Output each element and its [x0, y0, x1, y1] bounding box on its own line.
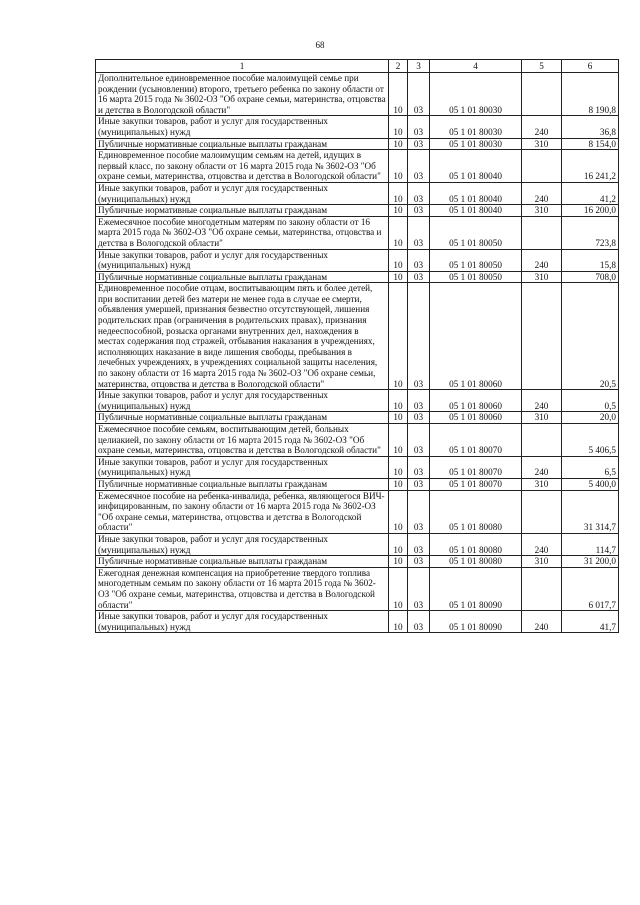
row-expense-type-code: 310	[522, 205, 562, 217]
row-target-item-code: 05 1 01 80040	[430, 205, 522, 217]
row-amount: 16 241,2	[562, 150, 619, 183]
row-description: Дополнительное единовременное пособие малоимущей семье при рождении (усыновлении) второго, третьего ребенка по закону области от 16 марта 2015 года № 3602-ОЗ "Об охране семьи, материнства, отцовства и детства в Вологодской области"	[96, 73, 389, 116]
row-amount: 6 017,7	[562, 567, 619, 610]
row-subsection-code: 03	[408, 116, 430, 138]
row-subsection-code: 03	[408, 271, 430, 283]
row-description: Иные закупки товаров, работ и услуг для государственных (муниципальных) нужд	[96, 533, 389, 555]
row-target-item-code: 05 1 01 80050	[430, 249, 522, 271]
row-target-item-code: 05 1 01 80030	[430, 116, 522, 138]
row-target-item-code: 05 1 01 80030	[430, 138, 522, 150]
table-row	[96, 490, 619, 533]
table-row	[96, 283, 619, 390]
row-section-code: 10	[389, 73, 408, 116]
header-col-1: 1	[96, 60, 389, 73]
row-expense-type-code: 310	[522, 412, 562, 424]
row-expense-type-code: 310	[522, 556, 562, 568]
row-expense-type-code: 240	[522, 116, 562, 138]
header-col-2: 2	[389, 60, 408, 73]
row-expense-type-code	[522, 283, 562, 390]
row-subsection-code: 03	[408, 567, 430, 610]
row-amount: 41,7	[562, 611, 619, 633]
row-subsection-code: 03	[408, 150, 430, 183]
row-section-code: 10	[389, 533, 408, 555]
row-amount: 6,5	[562, 456, 619, 478]
row-target-item-code: 05 1 01 80060	[430, 412, 522, 424]
row-amount: 15,8	[562, 249, 619, 271]
row-target-item-code: 05 1 01 80080	[430, 533, 522, 555]
row-section-code: 10	[389, 150, 408, 183]
row-amount: 31 314,7	[562, 490, 619, 533]
row-section-code: 10	[389, 424, 408, 457]
row-target-item-code: 05 1 01 80030	[430, 73, 522, 116]
table-row	[96, 456, 619, 478]
row-subsection-code: 03	[408, 456, 430, 478]
header-col-6: 6	[562, 60, 619, 73]
table-row	[96, 216, 619, 249]
row-amount: 16 200,0	[562, 205, 619, 217]
row-description: Ежемесячное пособие многодетным матерям по закону области от 16 марта 2015 года № 3602-ОЗ "Об охране семьи, материнства, отцовства и детства в Вологодской области"	[96, 216, 389, 249]
table-row	[96, 478, 619, 490]
table-row	[96, 205, 619, 217]
table-row	[96, 271, 619, 283]
row-target-item-code: 05 1 01 80040	[430, 150, 522, 183]
row-amount: 20,0	[562, 412, 619, 424]
row-description: Публичные нормативные социальные выплаты гражданам	[96, 556, 389, 568]
row-subsection-code: 03	[408, 249, 430, 271]
row-target-item-code: 05 1 01 80070	[430, 424, 522, 457]
row-section-code: 10	[389, 611, 408, 633]
table-row	[96, 116, 619, 138]
row-description: Публичные нормативные социальные выплаты гражданам	[96, 205, 389, 217]
row-expense-type-code: 310	[522, 271, 562, 283]
header-col-4: 4	[430, 60, 522, 73]
header-col-5: 5	[522, 60, 562, 73]
row-expense-type-code	[522, 73, 562, 116]
row-expense-type-code: 240	[522, 533, 562, 555]
row-target-item-code: 05 1 01 80090	[430, 567, 522, 610]
row-section-code: 10	[389, 478, 408, 490]
row-description: Единовременное пособие малоимущим семьям на детей, идущих в первый класс, по закону области от 16 марта 2015 года № 3602-ОЗ "Об охране семьи, материнства, отцовства и детства в Вологодской области"	[96, 150, 389, 183]
row-description: Публичные нормативные социальные выплаты гражданам	[96, 478, 389, 490]
table-header-row	[96, 60, 619, 73]
row-description: Иные закупки товаров, работ и услуг для государственных (муниципальных) нужд	[96, 116, 389, 138]
row-amount: 8 154,0	[562, 138, 619, 150]
row-expense-type-code: 240	[522, 182, 562, 204]
table-body	[96, 60, 619, 633]
row-description: Ежегодная денежная компенсация на приобретение твердого топлива многодетным семьям по закону области от 16 марта 2015 года № 3602-ОЗ "Об охране семьи, материнства, отцовства и детства в Вологодской области"	[96, 567, 389, 610]
row-section-code: 10	[389, 490, 408, 533]
row-subsection-code: 03	[408, 73, 430, 116]
row-target-item-code: 05 1 01 80060	[430, 390, 522, 412]
table-row	[96, 249, 619, 271]
row-description: Иные закупки товаров, работ и услуг для государственных (муниципальных) нужд	[96, 249, 389, 271]
row-description: Иные закупки товаров, работ и услуг для государственных (муниципальных) нужд	[96, 182, 389, 204]
row-expense-type-code	[522, 150, 562, 183]
table-row	[96, 611, 619, 633]
row-section-code: 10	[389, 456, 408, 478]
row-section-code: 10	[389, 556, 408, 568]
row-description: Иные закупки товаров, работ и услуг для государственных (муниципальных) нужд	[96, 611, 389, 633]
table-row	[96, 182, 619, 204]
row-section-code: 10	[389, 205, 408, 217]
row-target-item-code: 05 1 01 80050	[430, 216, 522, 249]
row-description: Публичные нормативные социальные выплаты гражданам	[96, 271, 389, 283]
budget-table	[95, 59, 619, 633]
row-amount: 36,8	[562, 116, 619, 138]
table-row	[96, 533, 619, 555]
row-target-item-code: 05 1 01 80070	[430, 478, 522, 490]
row-section-code: 10	[389, 138, 408, 150]
row-expense-type-code	[522, 490, 562, 533]
row-target-item-code: 05 1 01 80040	[430, 182, 522, 204]
row-amount: 0,5	[562, 390, 619, 412]
row-subsection-code: 03	[408, 424, 430, 457]
table-row	[96, 390, 619, 412]
row-description: Ежемесячное пособие семьям, воспитывающим детей, больных целиакией, по закону области от 16 марта 2015 года № 3602-ОЗ "Об охране семьи, материнства, отцовства и детства в Вологодской области"	[96, 424, 389, 457]
row-description: Иные закупки товаров, работ и услуг для государственных (муниципальных) нужд	[96, 456, 389, 478]
table-row	[96, 150, 619, 183]
row-target-item-code: 05 1 01 80060	[430, 283, 522, 390]
row-subsection-code: 03	[408, 611, 430, 633]
table-row	[96, 567, 619, 610]
table-row	[96, 138, 619, 150]
row-expense-type-code: 240	[522, 249, 562, 271]
table-row	[96, 73, 619, 116]
row-section-code: 10	[389, 271, 408, 283]
row-amount: 20,5	[562, 283, 619, 390]
row-amount: 5 400,0	[562, 478, 619, 490]
row-description: Иные закупки товаров, работ и услуг для государственных (муниципальных) нужд	[96, 390, 389, 412]
row-expense-type-code: 240	[522, 390, 562, 412]
row-expense-type-code: 240	[522, 456, 562, 478]
row-subsection-code: 03	[408, 556, 430, 568]
header-col-3: 3	[408, 60, 430, 73]
row-subsection-code: 03	[408, 283, 430, 390]
row-subsection-code: 03	[408, 412, 430, 424]
row-target-item-code: 05 1 01 80050	[430, 271, 522, 283]
table-row	[96, 556, 619, 568]
row-target-item-code: 05 1 01 80080	[430, 556, 522, 568]
row-target-item-code: 05 1 01 80070	[430, 456, 522, 478]
row-expense-type-code	[522, 216, 562, 249]
row-section-code: 10	[389, 390, 408, 412]
page-number: 68	[315, 40, 325, 50]
row-description: Публичные нормативные социальные выплаты гражданам	[96, 412, 389, 424]
row-amount: 31 200,0	[562, 556, 619, 568]
table-row	[96, 424, 619, 457]
row-subsection-code: 03	[408, 182, 430, 204]
row-amount: 8 190,8	[562, 73, 619, 116]
row-description: Единовременное пособие отцам, воспитывающим пять и более детей, при воспитании детей без матери не менее года в случае ее смерти, объявления умершей, признания безвестно отсутствующей, лишения родительских прав (ограничения в родительских правах), признания недееспособной, розыска органами внутренних дел, нахождения в местах содержания под стражей, отбывания наказания в учреждениях, исполняющих наказание в виде лишения свободы, пребывания в лечебных учреждениях, в учреждениях социальной защиты населения, по закону области от 16 марта 2015 года № 3602-ОЗ "Об охране семьи, материнства, отцовства и детства в Вологодской области"	[96, 283, 389, 390]
row-amount: 723,8	[562, 216, 619, 249]
row-section-code: 10	[389, 116, 408, 138]
row-subsection-code: 03	[408, 216, 430, 249]
row-section-code: 10	[389, 216, 408, 249]
row-subsection-code: 03	[408, 478, 430, 490]
row-section-code: 10	[389, 182, 408, 204]
row-section-code: 10	[389, 412, 408, 424]
row-description: Публичные нормативные социальные выплаты гражданам	[96, 138, 389, 150]
row-subsection-code: 03	[408, 490, 430, 533]
row-subsection-code: 03	[408, 533, 430, 555]
row-subsection-code: 03	[408, 390, 430, 412]
table-row	[96, 412, 619, 424]
row-expense-type-code: 310	[522, 478, 562, 490]
row-amount: 708,0	[562, 271, 619, 283]
row-amount: 41,2	[562, 182, 619, 204]
row-section-code: 10	[389, 283, 408, 390]
row-expense-type-code: 310	[522, 138, 562, 150]
row-amount: 114,7	[562, 533, 619, 555]
row-subsection-code: 03	[408, 138, 430, 150]
row-description: Ежемесячное пособие на ребенка-инвалида, ребенка, являющегося ВИЧ-инфицированным, по закону области от 16 марта 2015 года № 3602-ОЗ "Об охране семьи, материнства, отцовства и детства в Вологодской области"	[96, 490, 389, 533]
row-target-item-code: 05 1 01 80090	[430, 611, 522, 633]
row-expense-type-code	[522, 424, 562, 457]
row-target-item-code: 05 1 01 80080	[430, 490, 522, 533]
row-amount: 5 406,5	[562, 424, 619, 457]
row-expense-type-code	[522, 567, 562, 610]
row-subsection-code: 03	[408, 205, 430, 217]
row-section-code: 10	[389, 567, 408, 610]
row-section-code: 10	[389, 249, 408, 271]
row-expense-type-code: 240	[522, 611, 562, 633]
